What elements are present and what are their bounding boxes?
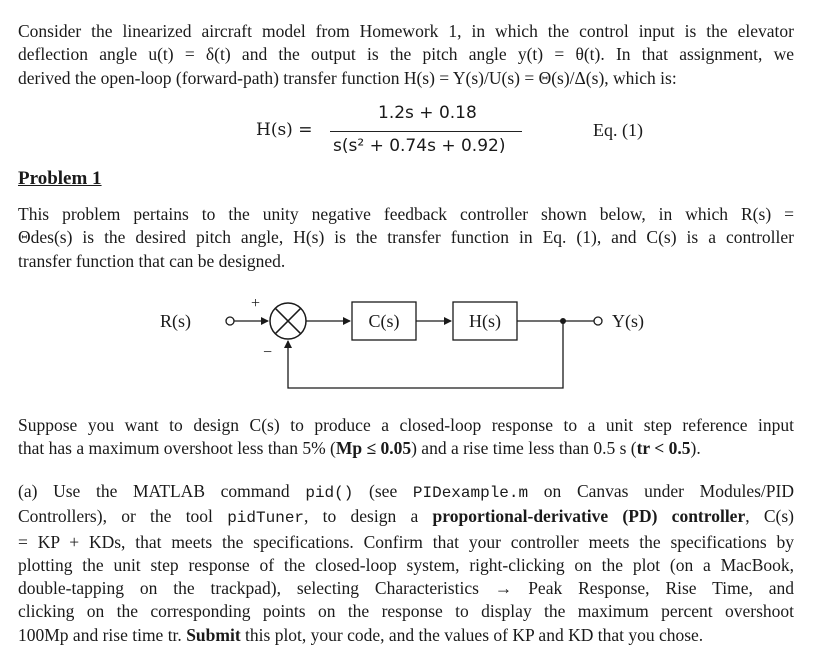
block-diagram xyxy=(0,280,820,395)
spec-line-1: Suppose you want to design C(s) to produce a closed-loop response to a unit step reference input xyxy=(18,415,794,435)
input-terminal xyxy=(226,317,234,325)
submit-term: Submit xyxy=(186,624,241,645)
part-a-text: (a) Use the MATLAB command xyxy=(18,481,306,501)
controller-label: C(s) xyxy=(368,311,400,331)
part-a-text: , to design a xyxy=(304,506,433,527)
pd-controller-term: proportional-derivative (PD) controller xyxy=(432,506,746,527)
plus-sign: + xyxy=(251,295,261,312)
part-a-line-3: = KP + KDs, that meets the specifications. Confirm that your controller meets the specifications by xyxy=(18,531,794,552)
part-a-line-5: double-tapping on the trackpad), selecting Characteristics → Peak Response, Rise Time, and xyxy=(18,578,794,599)
fraction-bar xyxy=(330,131,522,132)
plant-label: H(s) xyxy=(469,311,501,331)
feedback-path xyxy=(288,321,563,388)
part-a-text: , C(s) xyxy=(745,506,794,527)
equation-numerator: 1.2s + 0.18 xyxy=(378,103,477,123)
part-a-line-1 xyxy=(18,480,794,505)
output-label: Y(s) xyxy=(612,311,644,331)
problem-line-3: transfer function that can be designed. xyxy=(18,250,286,271)
code-pidtuner: pidTuner xyxy=(227,509,305,528)
output-terminal xyxy=(594,317,602,325)
part-a-line-4: plotting the unit step response of the closed-loop system, right-clicking on the plot (on a MacBook, xyxy=(18,554,794,575)
overshoot-spec: Mp ≤ 0.05 xyxy=(335,438,412,459)
problem-heading: Problem 1 xyxy=(18,168,102,189)
intro-line-3: derived the open-loop (forward-path) transfer function H(s) = Y(s)/U(s) = Θ(s)/Δ(s), which is: xyxy=(18,67,677,88)
part-a-text: on Canvas under Modules/PID xyxy=(528,481,794,501)
intro-line-1: Consider the linearized aircraft model from Homework 1, in which the control input is the elevator xyxy=(18,21,794,41)
equation-lhs: H(s) = xyxy=(256,120,313,140)
rise-time-spec: tr < 0.5 xyxy=(636,438,691,459)
part-a-paragraph xyxy=(18,480,794,647)
equation-label: Eq. (1) xyxy=(593,120,643,140)
part-a-text: this plot, your code, and the values of KP and KD that you chose. xyxy=(240,624,704,645)
spec-paragraph xyxy=(18,414,794,461)
problem-line-1: This problem pertains to the unity negative feedback controller shown below, in which R(s) = xyxy=(18,204,794,224)
part-a-line-6: clicking on the corresponding points on the response to display the maximum percent overshoot xyxy=(18,601,794,622)
part-a-text: (see xyxy=(353,481,413,501)
part-a-line-7 xyxy=(18,624,794,647)
spec-text: ) and a rise time less than 0.5 s ( xyxy=(411,438,637,459)
problem-paragraph xyxy=(18,203,794,273)
intro-line-2: deflection angle u(t) = δ(t) and the output is the pitch angle y(t) = θ(t). In that assignment, we xyxy=(18,44,794,65)
part-a-line-2 xyxy=(18,505,794,530)
code-pidexample: PIDexample.m xyxy=(412,484,529,502)
problem-line-2: Θdes(s) is the desired pitch angle, H(s) is the transfer function in Eq. (1), and C(s) is a controller xyxy=(18,227,794,248)
summing-junction xyxy=(270,303,306,339)
input-label: R(s) xyxy=(160,311,191,331)
minus-sign: − xyxy=(263,344,273,361)
code-pid: pid() xyxy=(305,484,354,502)
equation-denominator: s(s² + 0.74s + 0.92) xyxy=(333,136,506,156)
spec-text: that has a maximum overshoot less than 5% ( xyxy=(18,438,336,459)
spec-text: ). xyxy=(690,438,701,459)
part-a-text: Controllers), or the tool xyxy=(18,506,228,527)
spec-line-2 xyxy=(18,437,794,460)
intro-paragraph xyxy=(18,20,794,90)
part-a-text: 100Mp and rise time tr. xyxy=(18,624,187,645)
